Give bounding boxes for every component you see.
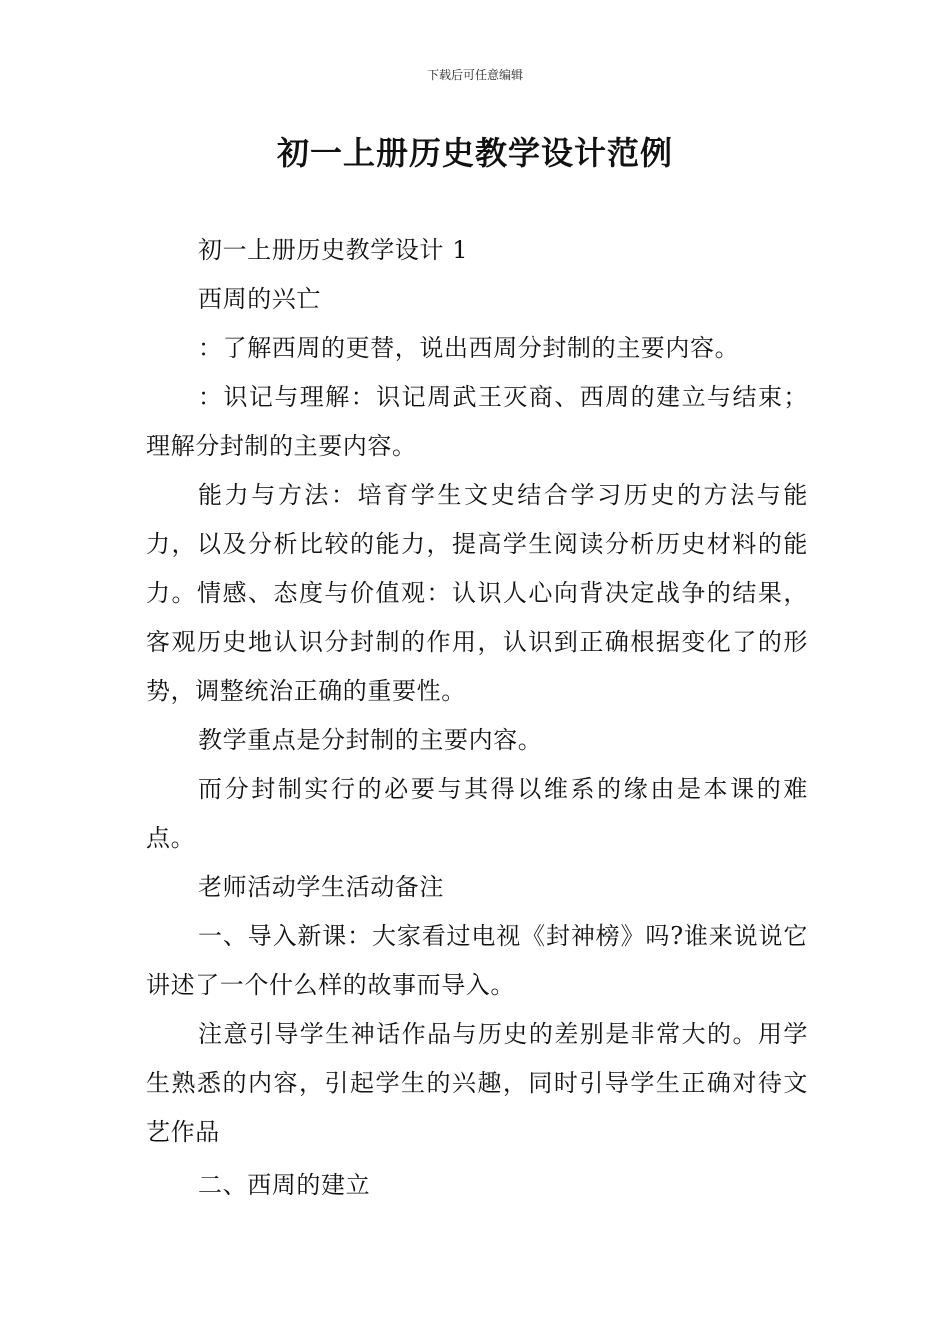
lesson-title: 西周的兴亡 [198,285,321,313]
document-title: 初一上册历史教学设计范例 [276,134,673,172]
paragraph: 而分封制实行的必要与其得以维系的缘由是本课的难点。 [146,775,808,852]
paragraph: ：识记与理解：识记周武王灭商、西周的建立与结束；理解分封制的主要内容。 [146,383,808,460]
document-body [146,226,808,1210]
paragraph: 注意引导学生神话作品与历史的差别是非常大的。用学生熟悉的内容，引起学生的兴趣，同时引导学生正确对待文艺作品 [146,1020,808,1146]
paragraph: 能力与方法：培育学生文史结合学习历史的方法与能力，以及分析比较的能力，提高学生阅读分析历史材料的能力。情感、态度与价值观：认识人心向背决定战争的结果，客观历史地认识分封制的作用，认识到正确根据变化了的形势，调整统治正确的重要性。 [146,481,808,705]
section-heading: 二、西周的建立 [198,1171,371,1199]
header-note: 下载后可任意编辑 [426,68,523,82]
paragraph: 一、导入新课：大家看过电视《封神榜》吗?谁来说说它讲述了一个什么样的故事而导入。 [146,922,808,999]
paragraph: ：了解西周的更替，说出西周分封制的主要内容。 [198,334,740,362]
section-heading: 初一上册历史教学设计 1 [198,236,469,264]
paragraph: 教学重点是分封制的主要内容。 [198,726,543,754]
table-header-line: 老师活动学生活动备注 [198,873,444,901]
